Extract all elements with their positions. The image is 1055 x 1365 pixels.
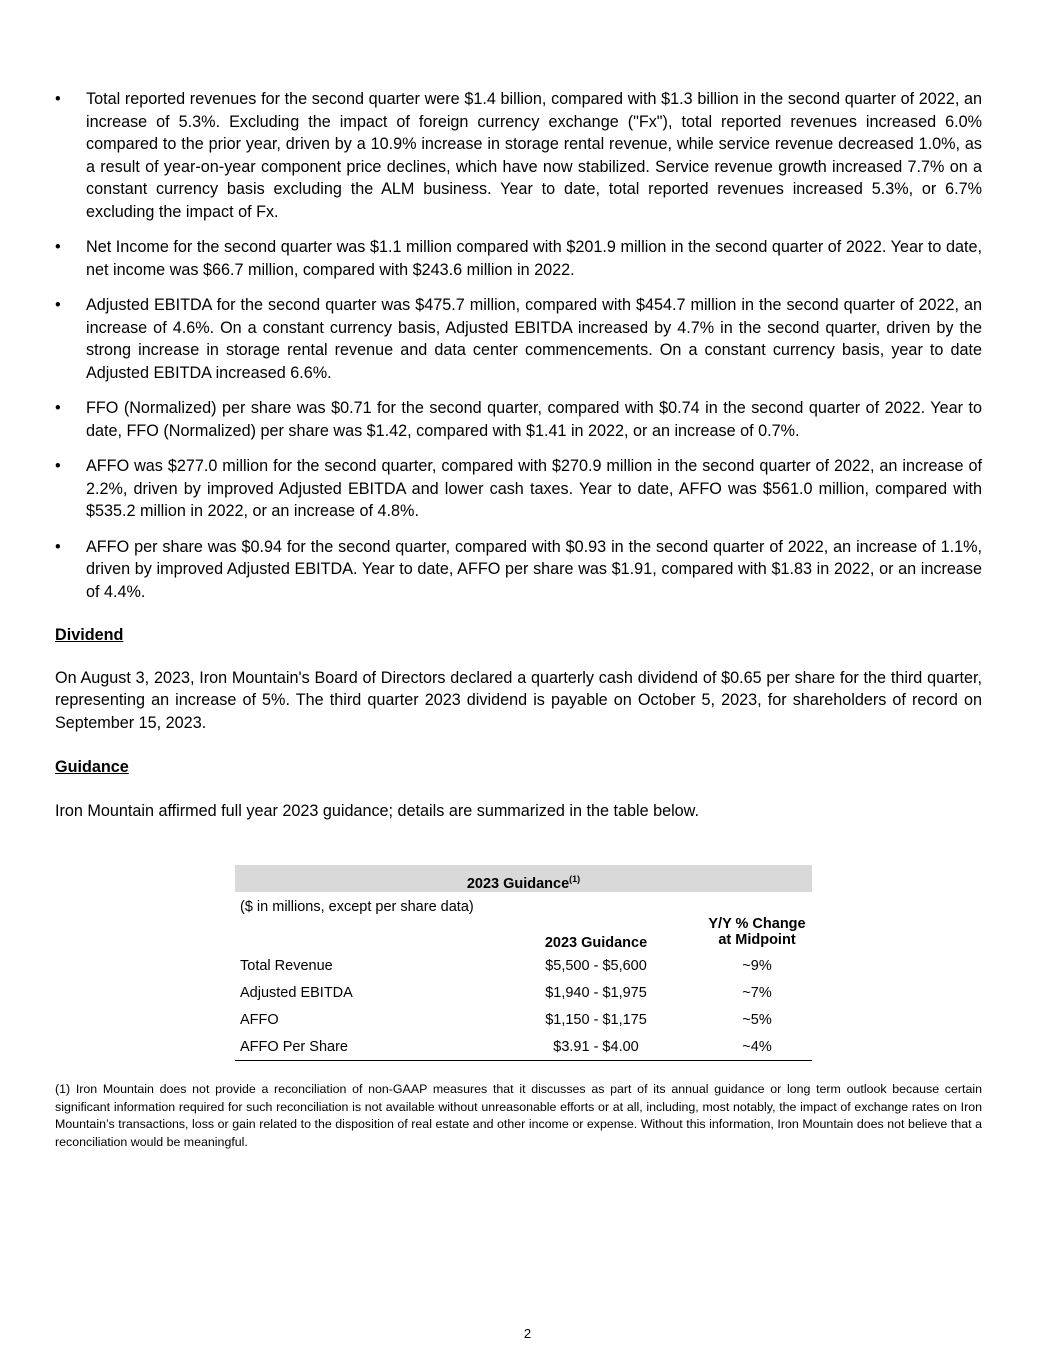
bullet-text: FFO (Normalized) per share was $0.71 for the second quarter, compared with $0.74 in the second quarter of 2022. Year to date, FFO (Normalized) per share was $1.42, compared with $1.41 in 2022, or an increase of 0.7%. [86, 399, 982, 440]
row-guidance: $3.91 - $4.00 [553, 1038, 639, 1055]
header-guidance: 2023 Guidance [544, 935, 648, 951]
document-body [55, 88, 982, 1055]
dividend-heading: Dividend [55, 626, 124, 644]
guidance-heading: Guidance [55, 758, 129, 776]
guidance-paragraph: Iron Mountain affirmed full year 2023 guidance; details are summarized in the table below. [55, 801, 699, 820]
bullet-text: AFFO per share was $0.94 for the second quarter, compared with $0.93 in the second quarter of 2022, an increase of 1.1%, driven by improved Adjusted EBITDA. Year to date, AFFO per share was $1.91, compared with $1.83 in 2022, or an increase of 4.4%. [86, 537, 982, 601]
guidance-table [235, 865, 812, 1061]
row-change: ~9% [742, 957, 772, 974]
bullet-text: AFFO was $277.0 million for the second quarter, compared with $270.9 million in the second quarter of 2022, an increase of 2.2%, driven by improved Adjusted EBITDA and lower cash taxes. Year to date, AFFO was $561.0 million, compared with $535.2 million in 2022, or an increase of 4.8%. [86, 457, 982, 520]
table-units-note: ($ in millions, except per share data) [240, 899, 474, 915]
table-title-text: 2023 Guidance [466, 876, 570, 892]
table-row [235, 1033, 812, 1060]
highlight-adjusted-ebitda [55, 294, 982, 384]
row-change: ~5% [742, 1011, 772, 1028]
row-label: AFFO [240, 1011, 279, 1028]
page-number: 2 [523, 1326, 532, 1341]
table-row [235, 1006, 812, 1033]
footnote: (1) Iron Mountain does not provide a reconciliation of non-GAAP measures that it discusses as part of its annual guidance or long term outlook because certain significant information required for such reconciliation is not available without unreasonable efforts or at all, including, most notably, the impact of exchange rates on Iron Mountain’s transactions, loss or gain related to the disposition of real estate and other income or expense. Without this information, Iron Mountain does not believe that a reconciliation would be meaningful. [55, 1082, 982, 1149]
row-label: AFFO Per Share [240, 1038, 348, 1055]
highlight-ffo [55, 397, 982, 442]
row-label: Adjusted EBITDA [240, 984, 353, 1001]
highlight-net-income [55, 236, 982, 281]
bullet-marker: • [55, 90, 61, 108]
row-guidance: $5,500 - $5,600 [545, 957, 647, 974]
row-change: ~7% [742, 984, 772, 1001]
row-change: ~4% [742, 1038, 772, 1055]
bullet-text: Net Income for the second quarter was $1.1 million compared with $201.9 million in the second quarter of 2022. Year to date, net income was $66.7 million, compared with $243.6 million in 2022. [86, 238, 982, 279]
highlight-revenue [55, 88, 982, 223]
table-row [235, 952, 812, 979]
table-body [235, 952, 812, 1061]
bullet-marker: • [55, 537, 61, 556]
row-guidance: $1,150 - $1,175 [545, 1011, 647, 1028]
highlight-affo-per-share [55, 536, 982, 604]
bullet-marker: • [55, 296, 61, 314]
header-change-line1: Y/Y % Change [708, 916, 806, 932]
row-label: Total Revenue [240, 957, 333, 974]
bullet-text: Total reported revenues for the second quarter were $1.4 billion, compared with $1.3 billion in the second quarter of 2022, an increase of 5.3%. Excluding the impact of foreign currency exchange ("Fx"), total reported revenues increased 6.0% compared to the prior year, driven by a 10.9% increase in storage rental revenue, while service revenue decreased 1.0%, as a result of year-on-year component price declines, which have now stabilized. Service revenue growth increased 7.7% on a constant currency basis excluding the ALM business. Year to date, total reported revenues increased 5.3%, or 6.7% excluding the impact of Fx. [86, 90, 982, 221]
header-spacer [235, 916, 490, 952]
table-row [235, 979, 812, 1006]
bullet-marker: • [55, 399, 61, 417]
row-guidance: $1,940 - $1,975 [545, 984, 647, 1001]
highlight-affo [55, 455, 982, 523]
table-header-row [235, 916, 812, 952]
footnote-marker: (1) [569, 874, 581, 884]
bullet-text: Adjusted EBITDA for the second quarter was $475.7 million, compared with $454.7 million in the second quarter of 2022, an increase of 4.6%. On a constant currency basis, Adjusted EBITDA increased by 4.7% in the second quarter, driven by the strong increase in storage rental revenue and data center commencements. On a constant currency basis, year to date Adjusted EBITDA increased 6.6%. [86, 296, 982, 382]
bullet-marker: • [55, 238, 61, 256]
table-title [235, 865, 812, 892]
highlights-list [55, 88, 982, 603]
bullet-marker: • [55, 457, 61, 475]
dividend-paragraph: On August 3, 2023, Iron Mountain's Board of Directors declared a quarterly cash dividend of $0.65 per share for the third quarter, representing an increase of 5%. The third quarter 2023 dividend is payable on October 5, 2023, for shareholders of record on September 15, 2023. [55, 668, 982, 732]
header-change-line2: at Midpoint [718, 932, 796, 948]
header-change [702, 916, 812, 952]
